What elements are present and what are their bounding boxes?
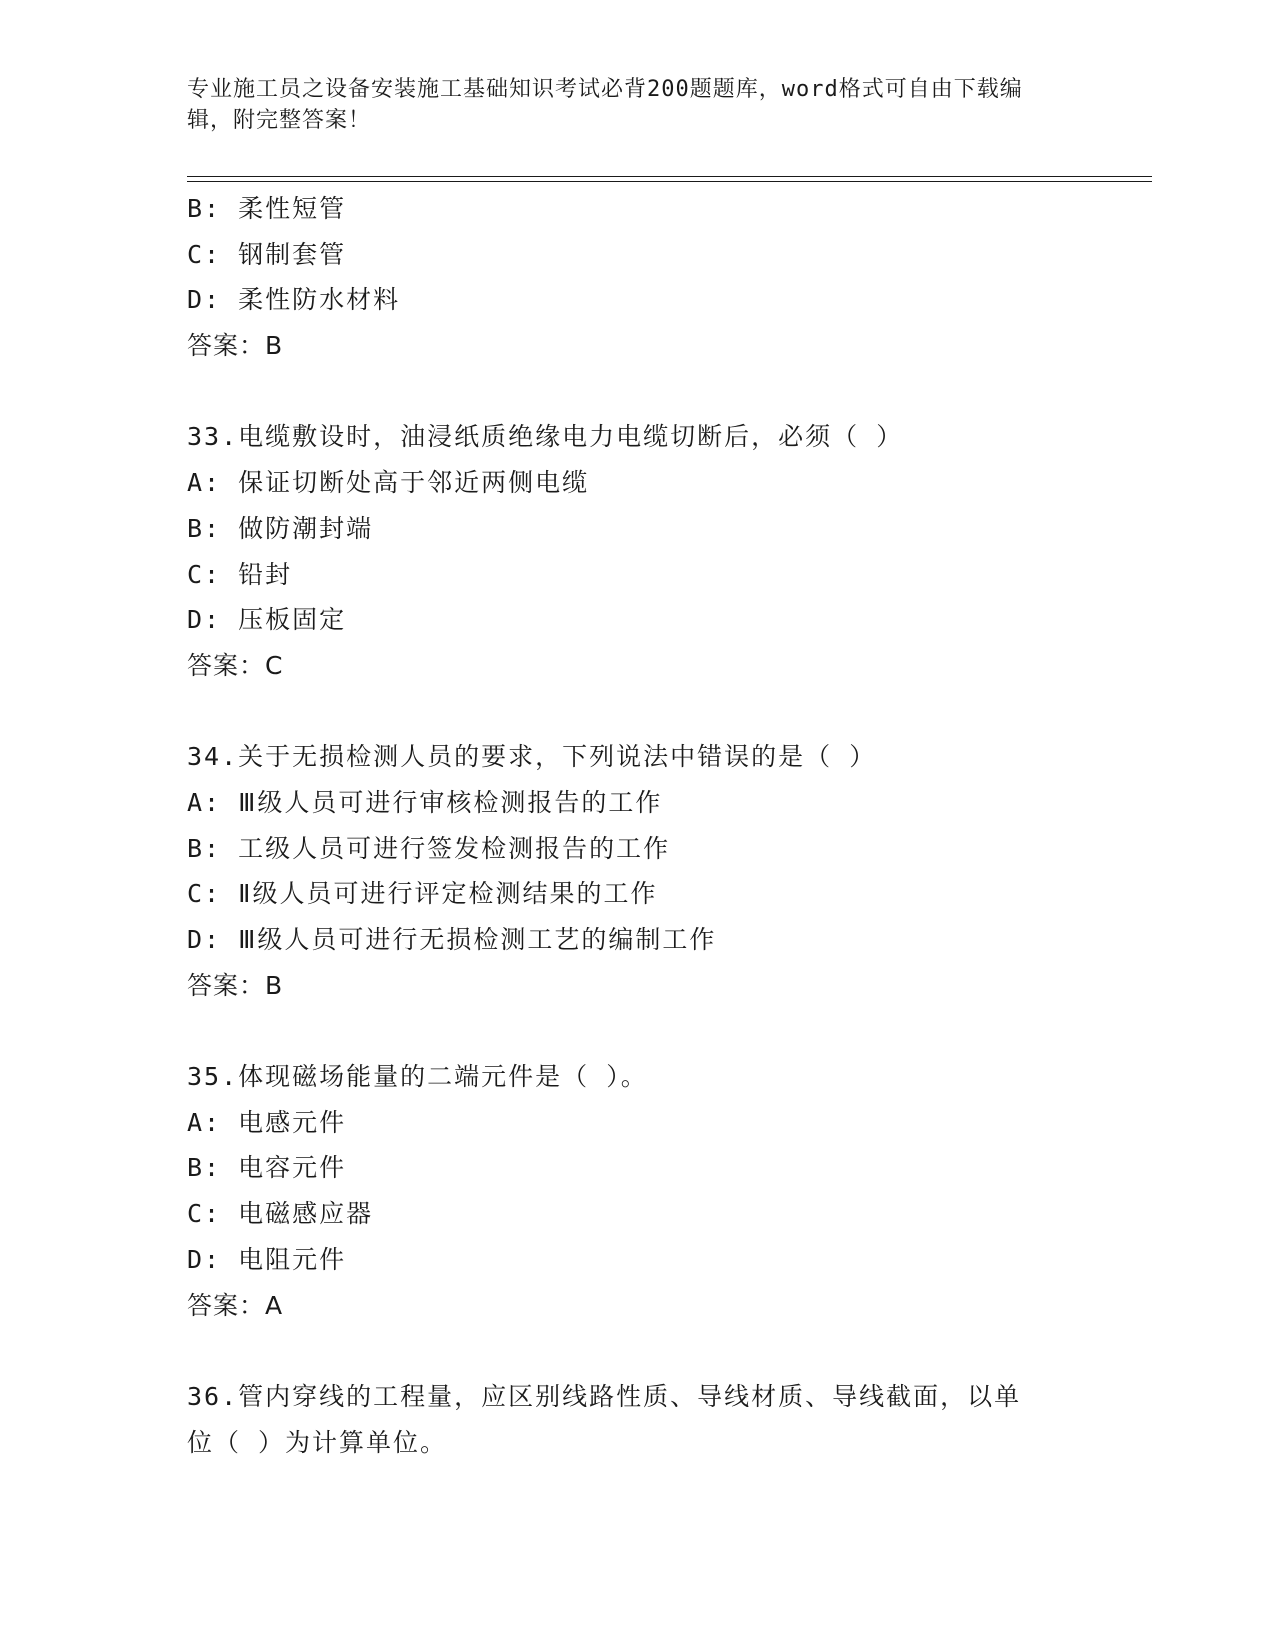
question-text: 35.体现磁场能量的二端元件是（ ）。: [187, 1062, 648, 1092]
option-c: C: Ⅱ级人员可进行评定检测结果的工作: [187, 879, 658, 909]
spacer: [187, 1008, 1087, 1054]
answer-line: 答案：B: [187, 970, 284, 1000]
option-d: D: 压板固定: [187, 605, 347, 635]
option-c: C: 电磁感应器: [187, 1199, 374, 1229]
spacer: [187, 369, 1087, 415]
question-33-block: [187, 414, 1087, 688]
header-divider-bottom: [187, 181, 1152, 182]
spacer: [187, 1328, 1087, 1374]
answer-line: 答案：B: [187, 331, 284, 361]
question-32-block: [187, 186, 1087, 369]
header-divider-top: [187, 176, 1152, 177]
answer-line: 答案：C: [187, 650, 284, 680]
option-c: C: 钢制套管: [187, 239, 347, 269]
question-34-block: [187, 734, 1087, 1008]
question-35-block: [187, 1054, 1087, 1328]
option-d: D: 电阻元件: [187, 1244, 347, 1274]
question-text: 33.电缆敷设时，油浸纸质绝缘电力电缆切断后，必须（ ）: [187, 422, 904, 452]
option-b: B: 工级人员可进行签发检测报告的工作: [187, 833, 671, 863]
option-d: D: 柔性防水材料: [187, 285, 401, 315]
document-header: 专业施工员之设备安装施工基础知识考试必背200题题库，word格式可自由下载编辑，附完整答案！: [187, 77, 1023, 133]
option-a: A: Ⅲ级人员可进行审核检测报告的工作: [187, 787, 663, 817]
question-text-line-2: 位（ ）为计算单位。: [187, 1427, 448, 1457]
question-36-block: [187, 1374, 1087, 1465]
answer-line: 答案：A: [187, 1290, 284, 1320]
option-b: B: 柔性短管: [187, 194, 347, 223]
option-d: D: Ⅲ级人员可进行无损检测工艺的编制工作: [187, 925, 717, 954]
option-a: A: 保证切断处高于邻近两侧电缆: [187, 468, 590, 498]
option-b: B: 做防潮封端: [187, 513, 374, 543]
option-a: A: 电感元件: [187, 1107, 347, 1137]
question-list: [187, 186, 1087, 1465]
question-text: 34.关于无损检测人员的要求，下列说法中错误的是（ ）: [187, 742, 877, 772]
option-c: C: 铅封: [187, 559, 293, 589]
option-b: B: 电容元件: [187, 1153, 347, 1183]
question-text-line-1: 36.管内穿线的工程量，应区别线路性质、导线材质、导线截面，以单: [187, 1381, 1022, 1411]
spacer: [187, 689, 1087, 735]
